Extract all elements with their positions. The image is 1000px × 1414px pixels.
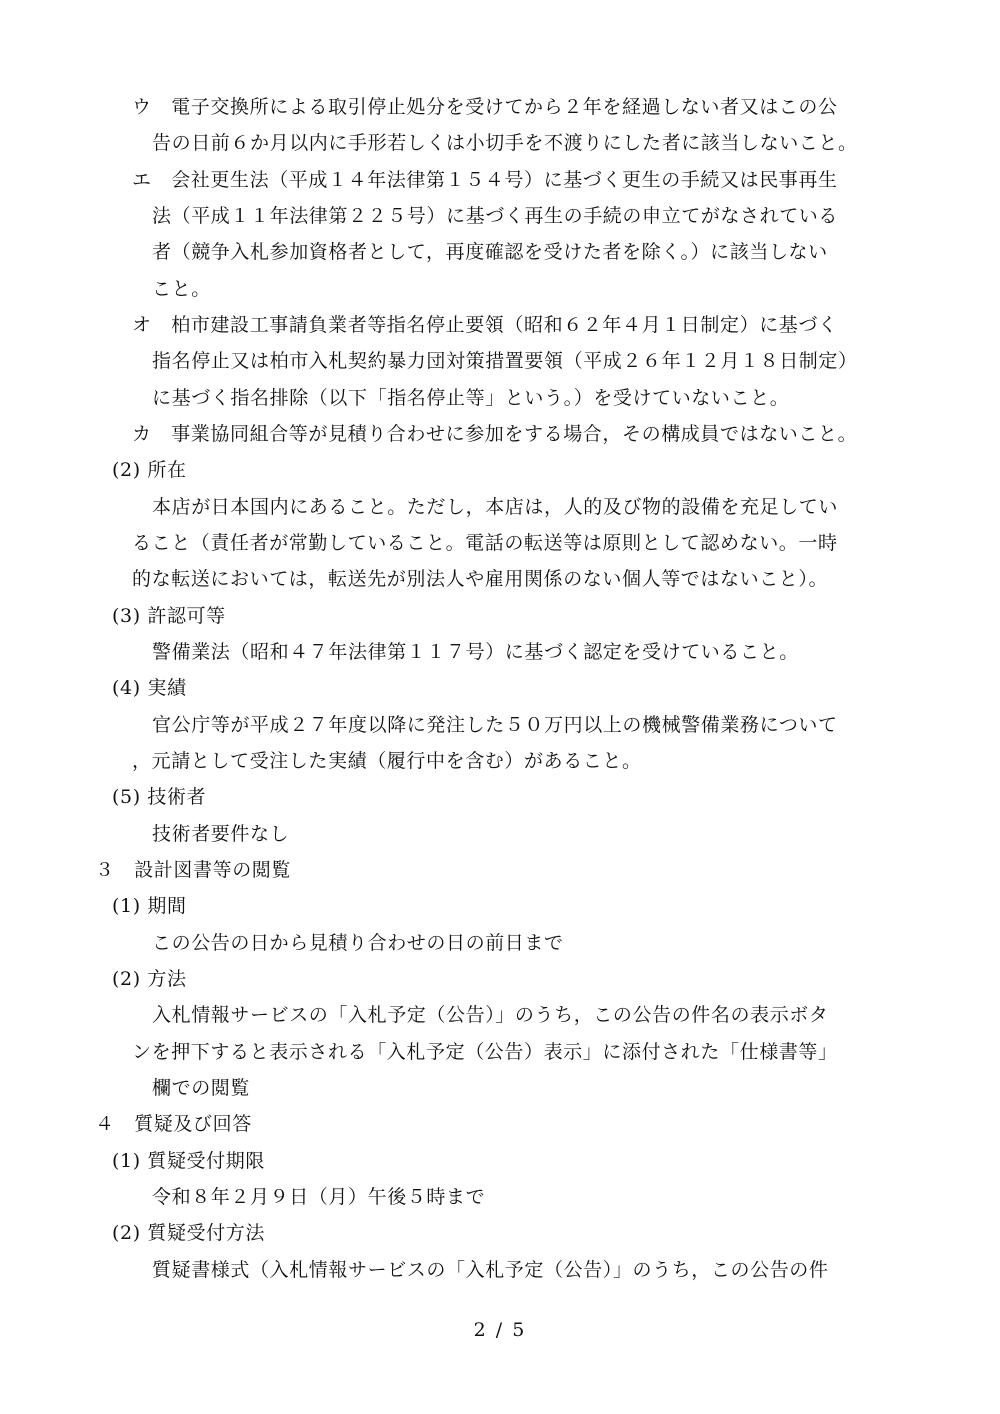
text-line: 的な転送においては，転送先が別法人や雇用関係のない個人等ではないこと）。: [132, 568, 829, 590]
text-line: 警備業法（昭和４７年法律第１１７号）に基づく認定を受けていること。: [152, 641, 799, 663]
section-heading: (5) 技術者: [112, 786, 207, 808]
text-line: カ 事業協同組合等が見積り合わせに参加をする場合，その構成員ではないこと。: [132, 423, 858, 445]
section-heading: (2) 所在: [112, 459, 187, 481]
text-line: に基づく指名排除（以下「指名停止等」という。）を受けていないこと。: [152, 387, 790, 409]
text-line: 入札情報サービスの「入札予定（公告）」のうち，この公告の件名の表示ボタ: [152, 1004, 829, 1026]
text-line: オ 柏市建設工事請負業者等指名停止要領（昭和６２年４月１日制定）に基づく: [132, 314, 838, 336]
text-line: 者（競争入札参加資格者として，再度確認を受けた者を除く。）に該当しない: [152, 241, 828, 263]
chapter-heading: ４ 質疑及び回答: [95, 1113, 252, 1135]
page-number: 2 / 5: [473, 1319, 527, 1341]
text-line: ，元請として受注した実績（履行中を含む）があること。: [132, 750, 642, 772]
section-heading: (1) 期間: [112, 895, 187, 917]
text-line: 指名停止又は柏市入札契約暴力団対策措置要領（平成２６年１２月１８日制定）: [152, 350, 858, 372]
text-line: 告の日前６か月以内に手形若しくは小切手を不渡りにした者に該当しないこと。: [152, 132, 858, 154]
text-line: この公告の日から見積り合わせの日の前日まで: [152, 932, 564, 954]
section-heading: (4) 実績: [112, 677, 187, 699]
text-line: 官公庁等が平成２７年度以降に発注した５０万円以上の機械警備業務について: [152, 714, 838, 736]
text-line: ること（責任者が常勤していること。電話の転送等は原則として認めない。一時: [132, 532, 838, 554]
text-line: 本店が日本国内にあること。ただし，本店は，人的及び物的設備を充足してい: [152, 496, 839, 518]
section-heading: (3) 許認可等: [112, 605, 226, 627]
section-heading: (2) 質疑受付方法: [112, 1222, 265, 1244]
text-line: 法（平成１１年法律第２２５号）に基づく再生の手続の申立てがなされている: [152, 205, 839, 227]
section-heading: (1) 質疑受付期限: [112, 1150, 265, 1172]
text-line: ウ 電子交換所による取引停止処分を受けてから２年を経過しない者又はこの公: [132, 96, 838, 118]
text-line: ンを押下すると表示される「入札予定（公告）表示」に添付された「仕様書等」: [132, 1041, 838, 1063]
text-line: 欄での閲覧: [152, 1077, 251, 1099]
text-line: 質疑書様式（入札情報サービスの「入札予定（公告）」のうち，この公告の件: [152, 1259, 829, 1281]
text-line: 技術者要件なし: [152, 823, 290, 845]
section-heading: (2) 方法: [112, 968, 187, 990]
text-line: 令和８年２月９日（月）午後５時まで: [152, 1186, 486, 1208]
text-line: こと。: [152, 278, 211, 300]
chapter-heading: ３ 設計図書等の閲覧: [95, 859, 292, 881]
text-line: エ 会社更生法（平成１４年法律第１５４号）に基づく更生の手続又は民事再生: [132, 169, 838, 191]
